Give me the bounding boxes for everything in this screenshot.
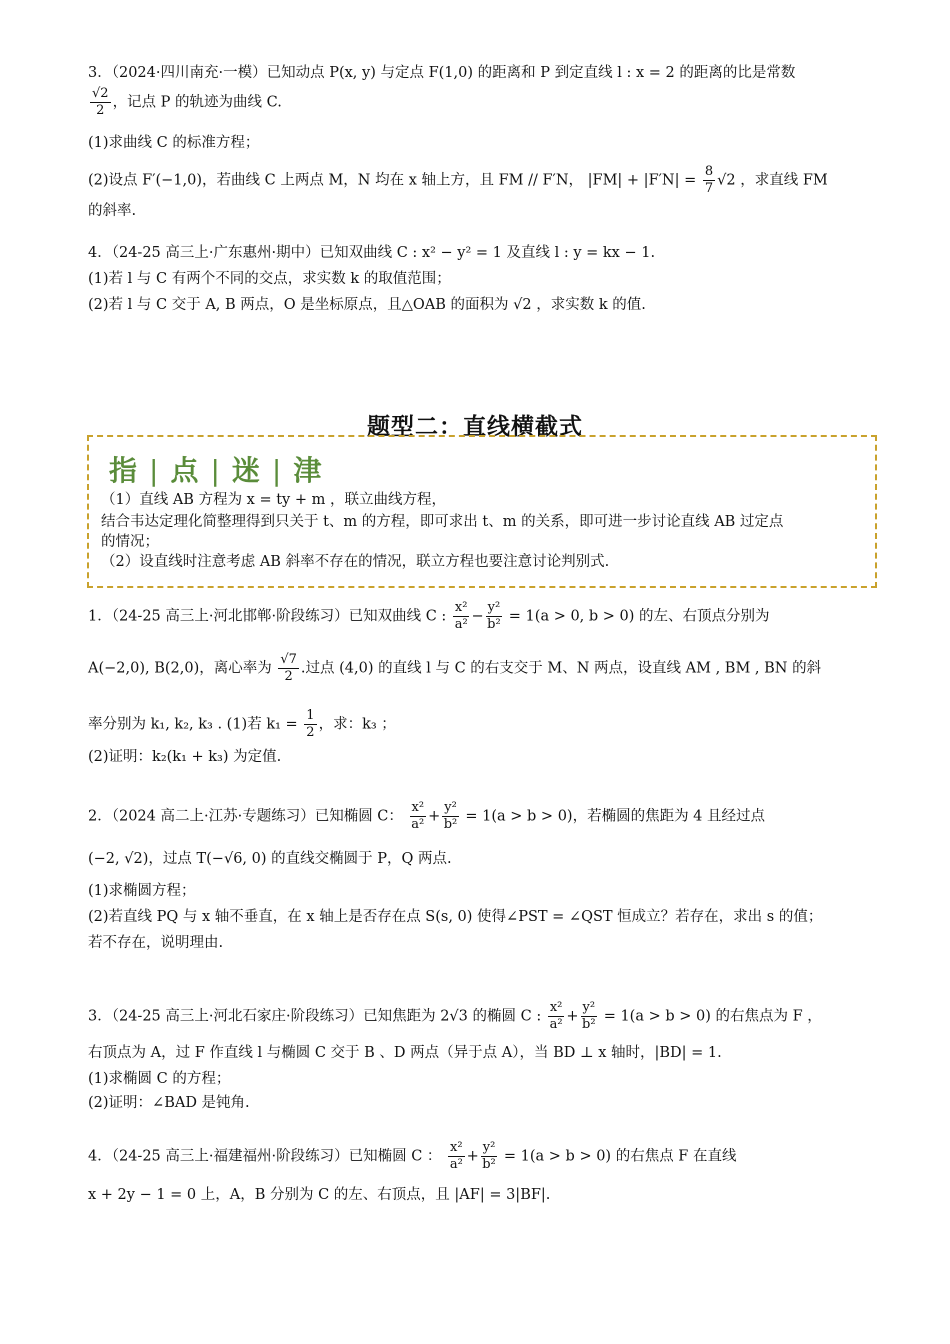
- tips-separator: |: [271, 454, 288, 487]
- p4-stem-a: 4．（24-25 高三上·福建福州·阶段练习）已知椭圆 C ：: [88, 1148, 442, 1165]
- frac-den: b²: [487, 617, 501, 632]
- p1-line3-a: 率分别为 k₁, k₂, k₃ . (1)若 k₁ =: [88, 716, 298, 733]
- frac-den: a²: [449, 1157, 463, 1172]
- p4-stem-2: x + 2y − 1 = 0 上，A，B 分别为 C 的左、右顶点，且 |AF| = 3|BF|.: [88, 1187, 551, 1203]
- p1-line3-b: ，求：k₃ ；: [318, 716, 396, 733]
- q3-part2-frac-den: 7: [704, 181, 714, 196]
- ratio-denominator: 2: [96, 103, 105, 118]
- fraction: [410, 800, 427, 833]
- tips-box: [87, 435, 877, 588]
- q3-part2-frac-num: 8: [704, 164, 714, 179]
- tips-header-char: 点: [170, 454, 205, 487]
- frac-num: x²: [450, 1140, 463, 1155]
- tips-separator: |: [210, 454, 226, 487]
- q3-part1: (1)求曲线 C 的标准方程；: [88, 135, 260, 151]
- ecc-fraction: [278, 652, 299, 685]
- frac-den: a²: [454, 617, 468, 632]
- p3-stem-b: = 1(a > b > 0) 的右焦点为 F ，: [603, 1008, 822, 1025]
- tips-line-3: 的情况；: [101, 534, 159, 550]
- q3-stem-cont: [88, 86, 282, 119]
- tips-header-char: 指: [109, 454, 144, 487]
- p1-line2-b: .过点 (4,0) 的直线 l 与 C 的右支交于 M、N 两点，设直线 AM , BM , BN 的斜: [300, 660, 822, 677]
- p3-part2: (2)证明：∠BAD 是钝角.: [88, 1095, 250, 1111]
- p3-stem: [88, 1000, 822, 1033]
- tips-line-2: 结合韦达定理化简整理得到只关于 t、m 的方程，即可求出 t、m 的关系，即可进一步讨论直线 AB 过定点: [101, 514, 784, 530]
- p2-stem-2: (−2, √2)，过点 T(−√6, 0) 的直线交椭圆于 P，Q 两点.: [88, 851, 452, 867]
- p2-stem-a: 2．（2024 高二上·江苏·专题练习）已知椭圆 C：: [88, 808, 403, 825]
- frac-num: y²: [582, 1000, 596, 1015]
- q3-part2-b: |FM| + |F′N| =: [587, 172, 697, 189]
- q3-part2-cont: 的斜率.: [88, 203, 137, 219]
- p2-part2-cont: 若不存在，说明理由.: [88, 935, 224, 951]
- p1-stem-3: [88, 708, 396, 741]
- frac-den: a²: [549, 1017, 563, 1032]
- frac-den: a²: [411, 817, 425, 832]
- q3-part2-c: √2 ，求直线 FM: [717, 172, 828, 189]
- tips-header: [109, 449, 327, 489]
- frac-den: 2: [284, 669, 293, 684]
- q4-part1: (1)若 l 与 C 有两个不同的交点，求实数 k 的取值范围；: [88, 271, 451, 287]
- section-title: 题型二：直线横截式: [367, 414, 583, 440]
- fraction: [481, 1140, 498, 1173]
- p2-stem: [88, 800, 765, 833]
- fraction: [486, 600, 503, 633]
- p3-part1: (1)求椭圆 C 的方程；: [88, 1071, 231, 1087]
- fraction: [442, 800, 459, 833]
- ratio-fraction: [90, 86, 111, 119]
- tips-header-char: 津: [293, 454, 328, 487]
- p1-stem-b: = 1(a > 0, b > 0) 的左、右顶点分别为: [508, 608, 770, 625]
- fraction: [581, 1000, 598, 1033]
- q4-part2: (2)若 l 与 C 交于 A, B 两点，O 是坐标原点，且△OAB 的面积为 √2 ，求实数 k 的值.: [88, 297, 646, 313]
- p1-stem-2: [88, 652, 821, 685]
- fraction: [548, 1000, 565, 1033]
- frac-num: √7: [280, 652, 297, 667]
- frac-den: b²: [443, 817, 458, 832]
- frac-num: y²: [482, 1140, 496, 1155]
- frac-den: b²: [582, 1017, 596, 1032]
- k-fraction: [304, 708, 316, 741]
- p1-stem: [88, 600, 770, 633]
- operator: −: [471, 608, 484, 625]
- frac-num: x²: [549, 1000, 563, 1015]
- tips-line-4: （2）设直线时注意考虑 AB 斜率不存在的情况，联立方程也要注意讨论判别式.: [101, 554, 610, 570]
- p1-line2-a: A(−2,0), B(2,0)，离心率为: [88, 660, 272, 677]
- q3-part2-a: (2)设点 F′(−1,0)，若曲线 C 上两点 M，N 均在 x 轴上方，且 FM // F′N，: [88, 172, 584, 189]
- q3-stem-tail: ，记点 P 的轨迹为曲线 C.: [112, 94, 282, 111]
- frac-num: y²: [444, 800, 457, 815]
- q4-stem: 4．（24-25 高三上·广东惠州·期中）已知双曲线 C : x² − y² = 1 及直线 l : y = kx − 1.: [88, 245, 656, 261]
- operator: +: [566, 1008, 579, 1025]
- q3-part2-fraction: [703, 164, 715, 197]
- p1-part2: (2)证明：k₂(k₁ + k₃) 为定值.: [88, 749, 282, 765]
- p1-stem-a: 1．（24-25 高三上·河北邯郸·阶段练习）已知双曲线 C :: [88, 608, 447, 625]
- p2-stem-b: = 1(a > b > 0)，若椭圆的焦距为 4 且经过点: [465, 808, 766, 825]
- p4-stem: [88, 1140, 736, 1173]
- q3-part2: [88, 164, 828, 197]
- frac-num: x²: [454, 600, 468, 615]
- tips-separator: |: [149, 454, 165, 487]
- p4-stem-b: = 1(a > b > 0) 的右焦点 F 在直线: [503, 1148, 737, 1165]
- frac-num: x²: [411, 800, 425, 815]
- frac-num: 1: [306, 708, 315, 723]
- frac-den: 2: [306, 725, 315, 740]
- q3-stem: 3．（2024·四川南充·一模）已知动点 P(x, y) 与定点 F(1,0) 的距离和 P 到定直线 l : x = 2 的距离的比是常数: [88, 65, 796, 81]
- p3-stem-a: 3．（24-25 高三上·河北石家庄·阶段练习）已知焦距为 2√3 的椭圆 C :: [88, 1008, 542, 1025]
- operator: +: [428, 808, 441, 825]
- frac-den: b²: [482, 1157, 496, 1172]
- tips-line-1: （1）直线 AB 方程为 x = ty + m ，联立曲线方程，: [101, 492, 446, 508]
- p3-stem-2: 右顶点为 A，过 F 作直线 l 与椭圆 C 交于 B 、D 两点（异于点 A），当 BD ⊥ x 轴时，|BD| = 1.: [88, 1045, 722, 1061]
- p2-part2: (2)若直线 PQ 与 x 轴不垂直，在 x 轴上是否存在点 S(s, 0) 使得∠PST = ∠QST 恒成立？若存在，求出 s 的值；: [88, 909, 823, 925]
- tips-header-char: 迷: [231, 454, 266, 487]
- operator: +: [466, 1148, 479, 1165]
- ratio-numerator: √2: [92, 86, 109, 101]
- fraction: [453, 600, 470, 633]
- frac-num: y²: [487, 600, 501, 615]
- fraction: [448, 1140, 465, 1173]
- p2-part1: (1)求椭圆方程；: [88, 883, 196, 899]
